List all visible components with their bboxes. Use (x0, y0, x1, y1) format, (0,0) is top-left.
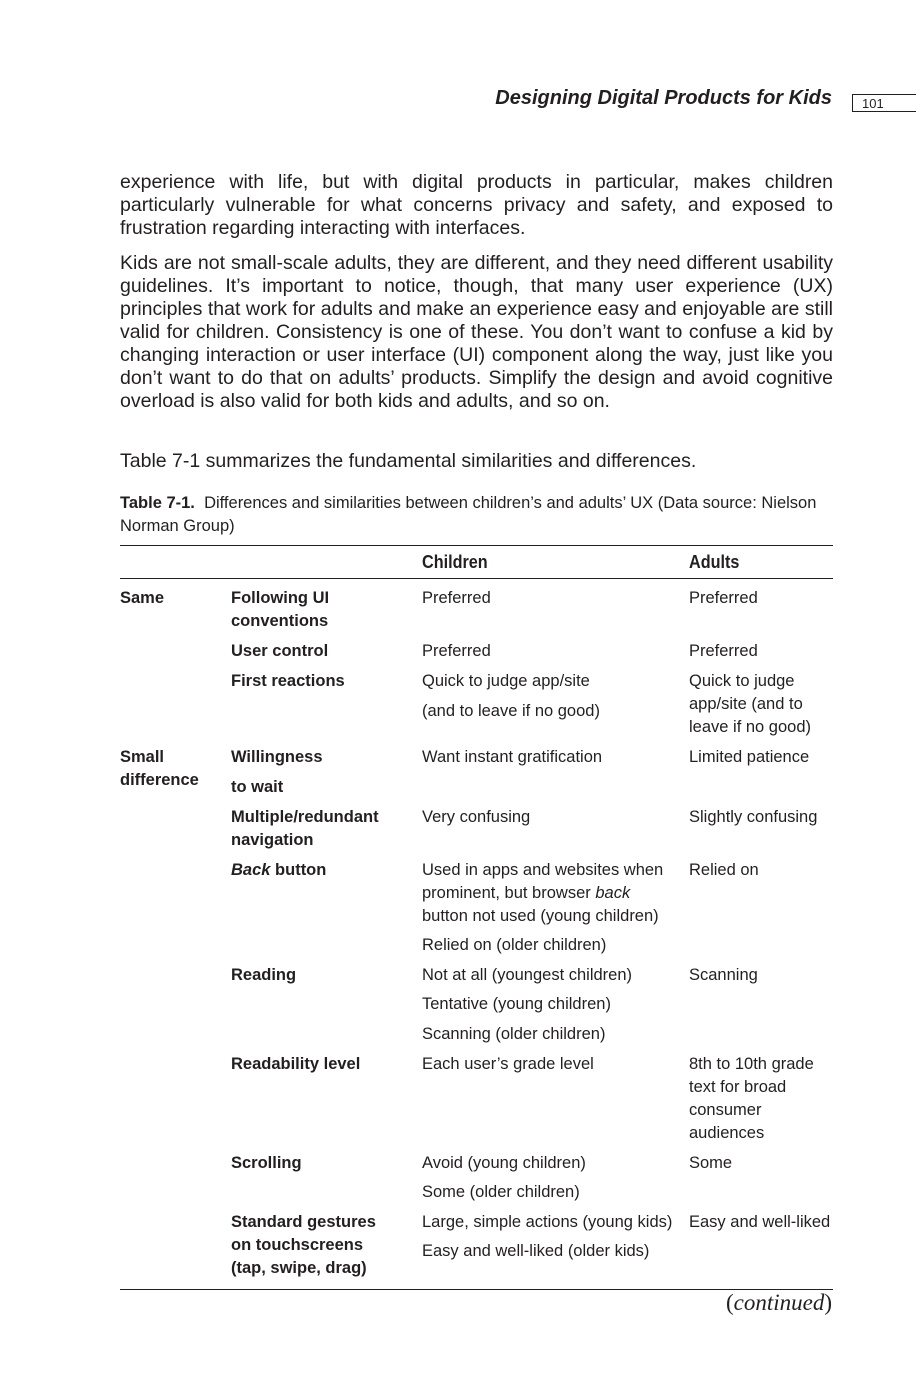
row-children: Want instant gratification (422, 748, 603, 766)
row-attribute-rest: button (270, 861, 327, 879)
row-children: Quick to judge app/site (422, 672, 590, 690)
paragraph-2: Kids are not small-scale adults, they are different, and they need different usability guidelines. It’s important to notice, though, that many user experience (UX) principles that work for adults and make an experience easy and enjoyable are still valid for children. Consistency is one of these. You don’t want to confuse a kid by changing interaction or user interface (UI) component along the way, just like you don’t want to do that on adults’ products. Simplify the design and avoid cognitive overload is also valid for both kids and adults, and so on. (120, 252, 833, 412)
row-adults: 8th to 10th grade text for broad consumer audiences (689, 1055, 814, 1142)
row-attribute-secondary: to wait (231, 778, 284, 796)
row-adults: Some (689, 1154, 733, 1172)
page-number-box (852, 94, 916, 112)
row-adults: Quick to judge app/site (and to leave if no good) (689, 672, 812, 736)
row-adults: Scanning (689, 966, 758, 984)
group-same: Same (120, 589, 165, 607)
table-caption-text: Differences and similarities between children’s and adults’ UX (Data source: Nielson Norman Group) (120, 494, 817, 535)
row-attribute: First reactions (231, 672, 345, 690)
row-children-secondary: Easy and well-liked (older kids) (422, 1242, 650, 1260)
running-head-title: Designing Digital Products for Kids (495, 87, 832, 109)
paragraph-3: Table 7-1 summarizes the fundamental similarities and differences. (120, 450, 697, 472)
row-attribute: Readability level (231, 1055, 361, 1073)
row-children-secondary: (and to leave if no good) (422, 702, 600, 720)
continued-text: continued (733, 1290, 825, 1315)
row-children-secondary: Some (older children) (422, 1183, 580, 1201)
row-children: Large, simple actions (young kids) (422, 1213, 673, 1231)
row-attribute: Reading (231, 966, 297, 984)
row-children-secondary: Relied on (older children) (422, 936, 607, 954)
header-children: Children (422, 552, 488, 572)
page-number: 101 (862, 96, 884, 111)
row-children (422, 859, 684, 928)
row-children: Avoid (young children) (422, 1154, 586, 1172)
row-adults: Slightly confusing (689, 808, 818, 826)
paragraph-1: experience with life, but with digital products in particular, makes children particularly vulnerable for what concerns privacy and safety, and exposed to frustration regarding interacting with interfaces. (120, 171, 833, 239)
table-caption-label: Table 7-1. (120, 494, 195, 512)
row-children: Not at all (youngest children) (422, 966, 633, 984)
table-top-rule (120, 545, 833, 546)
row-adults: Preferred (689, 642, 758, 660)
row-adults: Easy and well-liked (689, 1213, 831, 1231)
row-adults: Relied on (689, 861, 759, 879)
group-small-difference: Small difference (120, 748, 199, 789)
row-adults: Preferred (689, 589, 758, 607)
row-attribute: User control (231, 642, 329, 660)
row-children: Preferred (422, 642, 491, 660)
row-children-prefix: Used in apps and websites when prominent, but browser (422, 861, 664, 902)
row-children-secondary: Tentative (young children) (422, 995, 611, 1013)
row-attribute-italic: Back (231, 861, 271, 879)
row-adults: Limited patience (689, 748, 810, 766)
continued-note: (continued) (725, 1290, 832, 1315)
row-children-italic: back (595, 884, 631, 902)
row-attribute: Multiple/redundant navigation (231, 808, 379, 849)
row-attribute: Scrolling (231, 1154, 302, 1172)
row-attribute: Standard gestures on touchscreens (tap, swipe, drag) (231, 1213, 376, 1277)
row-children: Very confusing (422, 808, 531, 826)
row-attribute: Willingness (231, 748, 323, 766)
row-children-tertiary: Scanning (older children) (422, 1025, 606, 1043)
row-attribute: Following UI conventions (231, 589, 330, 630)
row-children: Each user’s grade level (422, 1055, 594, 1073)
header-adults: Adults (689, 552, 740, 572)
running-head (0, 86, 916, 116)
table-caption (120, 492, 833, 538)
row-children: Preferred (422, 589, 491, 607)
row-children-suffix: button not used (young children) (422, 907, 659, 925)
table-header-rule (120, 578, 833, 579)
row-attribute (231, 859, 416, 882)
